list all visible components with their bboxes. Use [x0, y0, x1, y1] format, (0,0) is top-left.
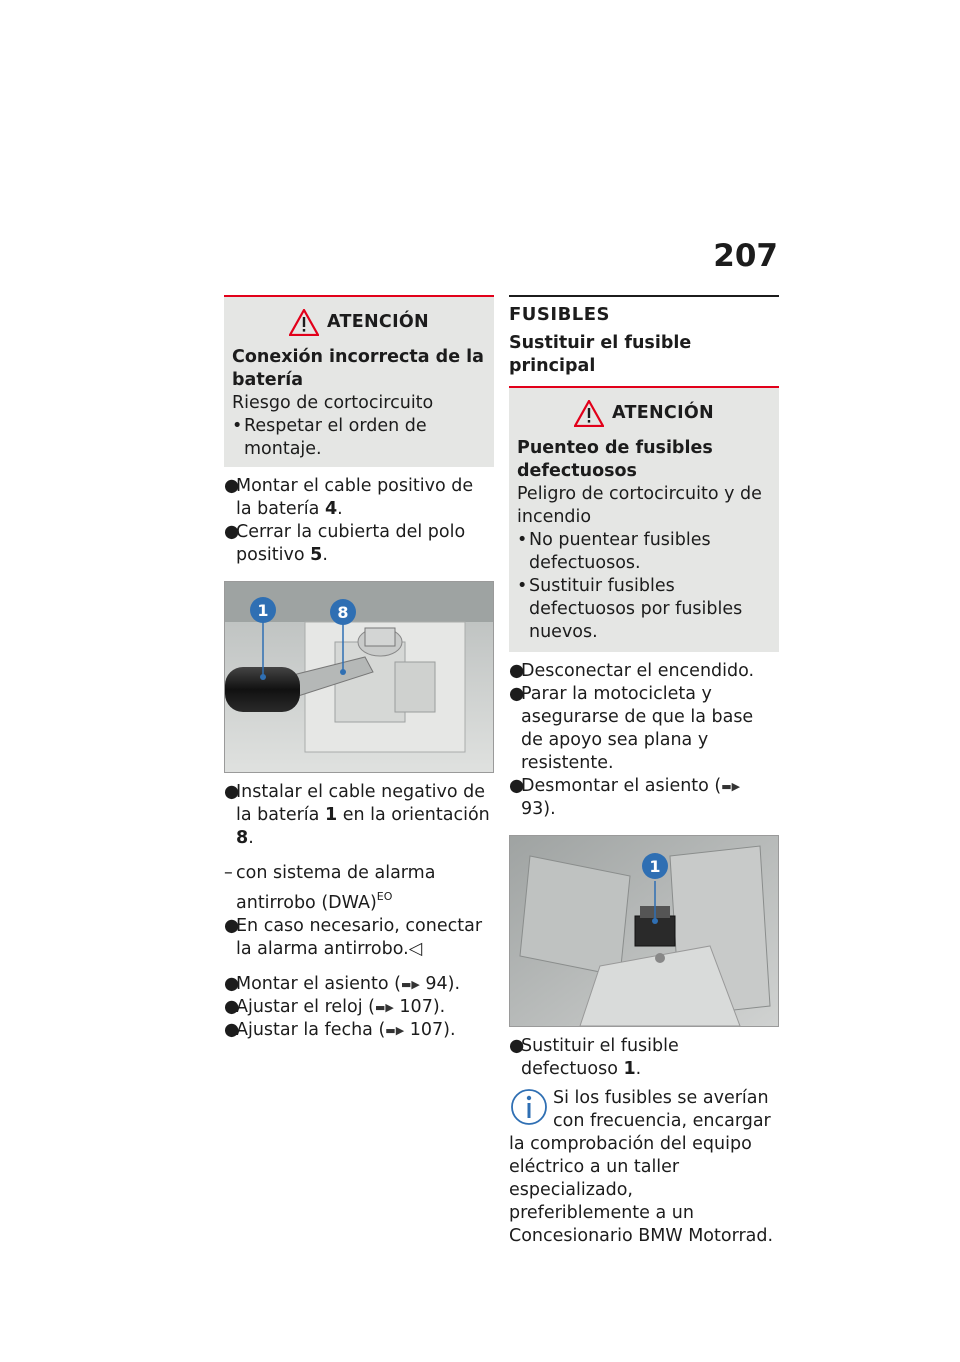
fuse-location-figure: [509, 835, 779, 1027]
right-column: [509, 295, 779, 1248]
warning-box-battery: [224, 295, 494, 467]
warning-subtitle: Conexión incorrecta de la batería: [232, 347, 484, 390]
warning-text: Riesgo de cortocircuito: [232, 393, 434, 413]
warning-action: • Sustituir fusibles defectuosos por fusibles nuevos.: [517, 576, 743, 642]
step-ignition: ● Desconectar el encendido.: [509, 661, 755, 681]
warning-box-fuses: [509, 386, 779, 652]
callout-1: 1: [257, 601, 269, 620]
warning-triangle-icon: [289, 309, 319, 336]
step-park: ● Parar la motocicleta y asegurarse de que la base de apoyo sea plana y resistente.: [509, 684, 754, 773]
section-rule: [509, 295, 779, 297]
step-date: ● Ajustar la fecha (▬▶ 107).: [224, 1020, 456, 1040]
arrow-right-icon: ▬▶: [385, 1024, 405, 1037]
warning-header: [232, 309, 486, 336]
page-number: 207: [713, 238, 778, 274]
battery-terminal-figure: [224, 581, 494, 773]
callout-1: 1: [649, 857, 661, 876]
info-note: [509, 1087, 779, 1248]
left-column: [224, 295, 494, 1042]
callout-8: 8: [337, 603, 349, 622]
step-negative-cable: ● Instalar el cable negativo de la batería 1 en la orientación 8.: [224, 782, 490, 848]
arrow-right-icon: ▬▶: [400, 978, 420, 991]
note-text: Si los fusibles se averían con frecuencia, encargar la comprobación del equipo eléctrico a un taller especializado, preferiblemente a un Concesionario BMW Motorrad.: [509, 1088, 774, 1246]
info-icon: [509, 1087, 549, 1127]
warning-action: • No puentear fusibles defectuosos.: [517, 530, 711, 573]
step-clock: ● Ajustar el reloj (▬▶ 107).: [224, 997, 446, 1017]
step-close-cover: ● Cerrar la cubierta del polo positivo 5.: [224, 522, 466, 565]
step-remove-seat: ● Desmontar el asiento (▬▶ 93).: [509, 776, 741, 819]
warning-title: ATENCIÓN: [612, 403, 714, 423]
warning-text: Peligro de cortocircuito y de incendio: [517, 484, 762, 527]
condition-alarm: – con sistema de alarma antirrobo (DWA)$^{EO}$: [224, 863, 436, 913]
section-subheading: Sustituir el fusible principal: [509, 333, 692, 376]
step-alarm: ● En caso necesario, conectar la alarma antirrobo.◁: [224, 916, 483, 959]
step-seat: ● Montar el asiento (▬▶ 94).: [224, 974, 461, 994]
warning-triangle-icon: [574, 400, 604, 427]
step-positive-cable: ● Montar el cable positivo de la batería 4.: [224, 476, 474, 519]
warning-title: ATENCIÓN: [327, 312, 429, 332]
arrow-right-icon: ▬▶: [374, 1001, 394, 1014]
arrow-right-icon: ▬▶: [721, 780, 741, 793]
warning-action: • Respetar el orden de montaje.: [232, 416, 427, 459]
step-replace-fuse: ● Sustituir el fusible defectuoso 1.: [509, 1036, 679, 1079]
warning-subtitle: Puenteo de fusibles defectuosos: [517, 438, 713, 481]
section-heading: FUSIBLES: [509, 304, 611, 325]
warning-header: [517, 400, 771, 427]
